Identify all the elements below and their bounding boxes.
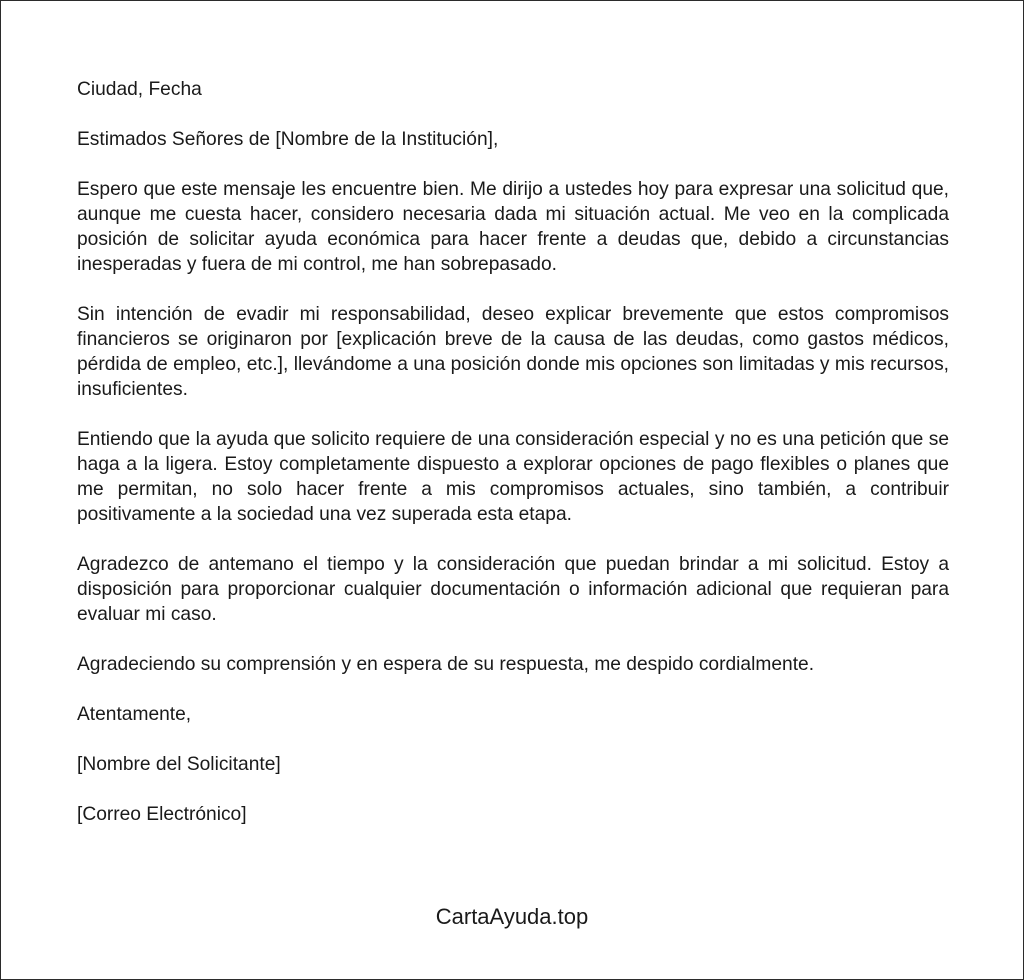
salutation: Estimados Señores de [Nombre de la Institución], [77, 129, 499, 150]
letter-body [77, 77, 949, 852]
place-date: Ciudad, Fecha [77, 79, 202, 100]
paragraph-commitment: Entiendo que la ayuda que solicito requiere de una consideración especial y no es una petición que se haga a la ligera. Estoy completamente dispuesto a explorar opciones de pago flexibles o planes que me permitan, no solo hacer frente a mis compromisos actuales, sino también, a contribuir positivamente a la sociedad una vez superada esta etapa. [77, 429, 949, 525]
signature-email: [Correo Electrónico] [77, 804, 247, 825]
paragraph-thanks: Agradezco de antemano el tiempo y la consideración que puedan brindar a mi solicitud. Estoy a disposición para proporcionar cualquier documentación o información adicional que requieran para evaluar mi caso. [77, 554, 949, 625]
paragraph-explanation: Sin intención de evadir mi responsabilidad, deseo explicar brevemente que estos compromisos financieros se originaron por [explicación breve de la causa de las deudas, como gastos médicos, pérdida de empleo, etc.], llevándome a una posición donde mis opciones son limitadas y mis recursos, insuficientes. [77, 304, 949, 400]
paragraph-intro: Espero que este mensaje les encuentre bien. Me dirijo a ustedes hoy para expresar una solicitud que, aunque me cuesta hacer, considero necesaria dada mi situación actual. Me veo en la complicada posición de solicitar ayuda económica para hacer frente a deudas que, debido a circunstancias inesperadas y fuera de mi control, me han sobrepasado. [77, 179, 949, 275]
closing: Atentamente, [77, 704, 192, 725]
signature-name: [Nombre del Solicitante] [77, 754, 281, 775]
site-footer: CartaAyuda.top [435, 904, 589, 929]
paragraph-farewell: Agradeciendo su comprensión y en espera de su respuesta, me despido cordialmente. [77, 654, 815, 675]
